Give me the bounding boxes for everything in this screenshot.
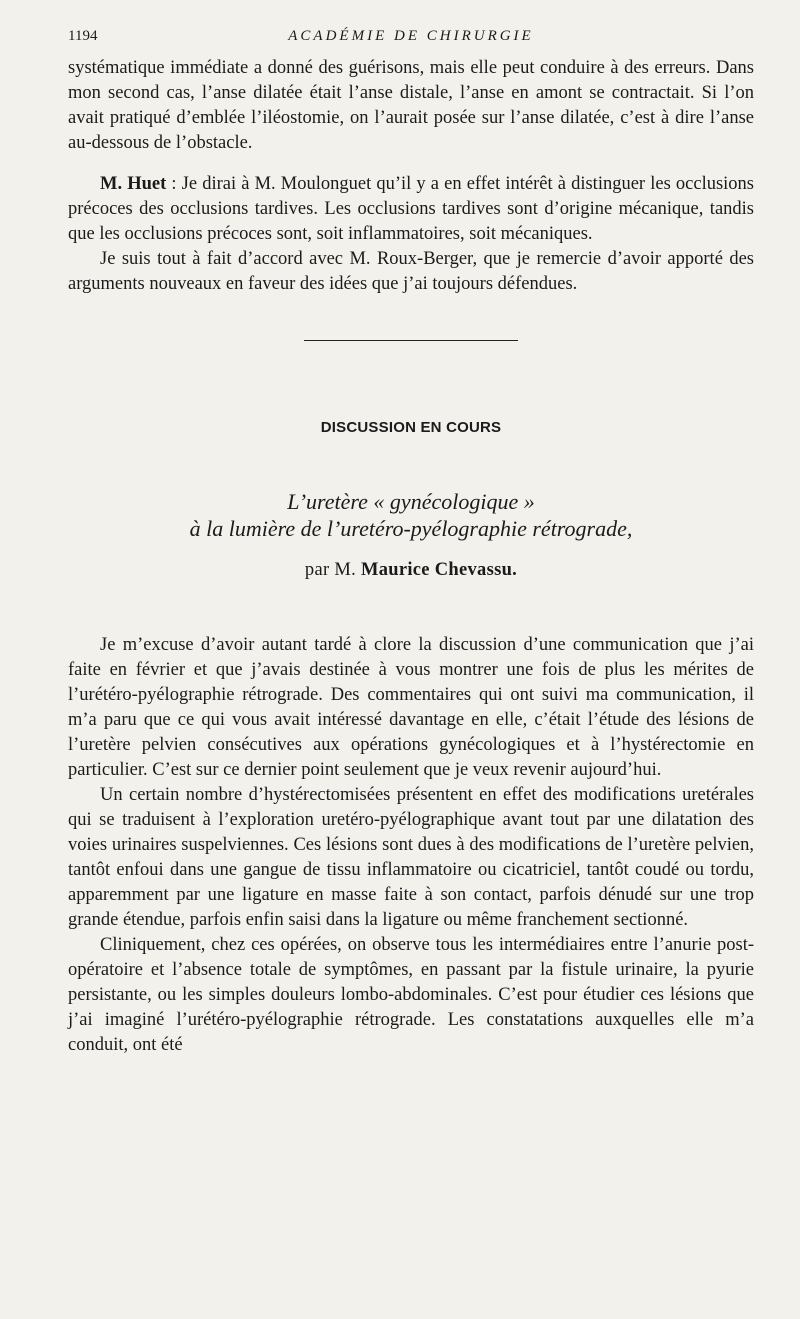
section-divider (304, 340, 518, 341)
paragraph-reply: Je suis tout à fait d’accord avec M. Roux-Berger, que je remercie d’avoir apporté des arguments nouveaux en faveur des idées que j’ai toujours défendues. (68, 249, 754, 294)
paragraph-clinical: Cliniquement, chez ces opérées, on observe tous les intermédiaires entre l’anurie post-opératoire et l’absence totale de symptômes, en passant par la fistule urinaire, la pyurie persistante, ou les simples douleurs lombo-abdominales. C’est pour étudier ces lésions que j’ai imaginé l’urétéro-pyélographie rétrograde. Les constatations auxquelles elle m’a conduit, ont été (68, 935, 754, 1055)
speaker-name: M. Huet (100, 174, 167, 194)
author-name: Maurice Chevassu. (360, 560, 518, 580)
article-title-line-2: à la lumière de l’uretéro-pyélographie rétrograde, (189, 516, 633, 541)
running-title: ACADÉMIE DE CHIRURGIE (288, 28, 534, 44)
byline-prefix: par M. (304, 560, 361, 580)
paragraph-huet (68, 172, 754, 247)
article-title-line-1: L’uretère « gynécologique » (287, 489, 535, 514)
paragraph-huet-text: : Je dirai à M. Moulonguet qu’il y a en effet intérêt à distinguer les occlusions précoces des occlusions tardives. Les occlusions tardives sont d’origine mécanique, tandis que les occlusions précoces sont, soit inflammatoires, soit mécaniques. (68, 174, 754, 244)
byline (68, 560, 754, 581)
paragraph-continuation: systématique immédiate a donné des guérisons, mais elle peut conduire à des erreurs. Dans mon second cas, l’anse dilatée était l’anse distale, l’anse en amont se contractait. Si l’on avait pratiqué d’emblée l’iléostomie, on l’aurait posée sur l’anse dilatée, c’est à dire l’anse au-dessous de l’obstacle. (68, 58, 754, 153)
paragraph-intro: Je m’excuse d’avoir autant tardé à clore la discussion d’une communication que j’ai faite en février et que j’avais destinée à vous montrer une fois de plus les mérites de l’urétéro-pyélographie rétrograde. Des commentaires qui ont suivi ma communication, il m’a paru que ce qui vous avait intéressé davantage en elle, c’était l’étude des lésions de l’uretère pelvien consécutives aux opérations gynécologiques et à l’hystérectomie en particulier. C’est sur ce dernier point seulement que je veux revenir aujourd’hui. (68, 635, 754, 780)
section-heading: DISCUSSION EN COURS (320, 419, 502, 436)
page-number: 1194 (68, 28, 98, 44)
page-header (68, 28, 754, 56)
journal-page (68, 28, 754, 1058)
paragraph-lesions: Un certain nombre d’hystérectomisées présentent en effet des modifications uretérales qui se traduisent à l’exploration uretéro-pyélographique avant tout par une dilatation des voies urinaires suspelviennes. Ces lésions sont dues à des modifications de l’uretère pelvien, tantôt enfoui dans une gangue de tissu inflammatoire ou cicatriciel, tantôt coudé ou tordu, apparemment par une ligature en masse faite à son contact, parfois dénudé sur une trop grande étendue, parfois enfin saisi dans la ligature ou même franchement sectionné. (68, 785, 754, 930)
article-title (68, 488, 754, 542)
